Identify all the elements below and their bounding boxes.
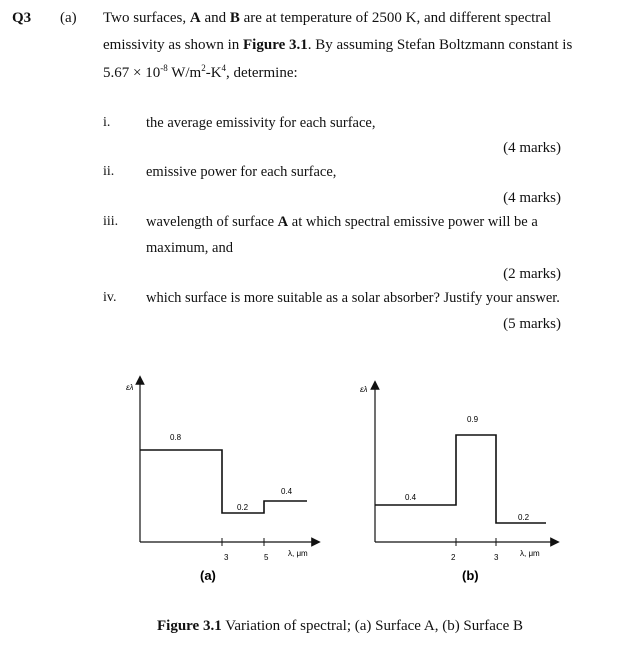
chart-a-label: (a) bbox=[200, 568, 216, 583]
y-axis-label: ελ bbox=[126, 383, 134, 392]
item-marks: (4 marks) bbox=[503, 140, 561, 156]
value-label: 0.8 bbox=[170, 433, 182, 442]
stem-line-2: emissivity as shown in Figure 3.1. By assuming Stefan Boltzmann constant is bbox=[103, 37, 573, 53]
item-marks: (5 marks) bbox=[503, 316, 561, 332]
item-text: which surface is more suitable as a solar absorber? Justify your answer. bbox=[146, 290, 560, 306]
x-axis-label: λ, μm bbox=[520, 549, 540, 558]
item-text: wavelength of surface A at which spectral emissive power will be a bbox=[146, 214, 538, 230]
item-marks: (2 marks) bbox=[503, 266, 561, 282]
y-axis-label: ελ bbox=[360, 385, 368, 394]
item-text-continued: maximum, and bbox=[146, 240, 233, 256]
chart-b bbox=[360, 385, 555, 562]
figure-caption: Figure 3.1 Variation of spectral; (a) Surface A, (b) Surface B bbox=[157, 618, 523, 634]
x-tick-label: 5 bbox=[264, 553, 269, 562]
item-number: i. bbox=[103, 115, 111, 130]
question-part: (a) bbox=[60, 10, 77, 26]
chart-a bbox=[126, 380, 316, 562]
x-tick-label: 2 bbox=[451, 553, 456, 562]
value-label: 0.2 bbox=[518, 513, 530, 522]
emissivity-curve bbox=[140, 450, 307, 513]
stem-line-3: $5.67 \times 10^{-8}$ $W/m^2-K^4$, determine: bbox=[103, 63, 298, 81]
item-number: ii. bbox=[103, 164, 115, 179]
item-text: the average emissivity for each surface, bbox=[146, 115, 376, 131]
item-number: iii. bbox=[103, 214, 119, 229]
x-axis-label: λ, μm bbox=[288, 549, 308, 558]
item-number: iv. bbox=[103, 290, 117, 305]
emissivity-curve bbox=[375, 435, 546, 523]
value-label: 0.9 bbox=[467, 415, 479, 424]
question-number: Q3 bbox=[12, 10, 32, 26]
value-label: 0.2 bbox=[237, 503, 249, 512]
chart-b-label: (b) bbox=[462, 568, 479, 583]
item-marks: (4 marks) bbox=[503, 190, 561, 206]
figure-3-1 bbox=[0, 370, 617, 600]
x-tick-label: 3 bbox=[224, 553, 229, 562]
item-text: emissive power for each surface, bbox=[146, 164, 337, 180]
value-label: 0.4 bbox=[405, 493, 417, 502]
value-label: 0.4 bbox=[281, 487, 293, 496]
x-tick-label: 3 bbox=[494, 553, 499, 562]
stem-line-1: Two surfaces, A and B are at temperature of 2500 K, and different spectral bbox=[103, 10, 552, 26]
